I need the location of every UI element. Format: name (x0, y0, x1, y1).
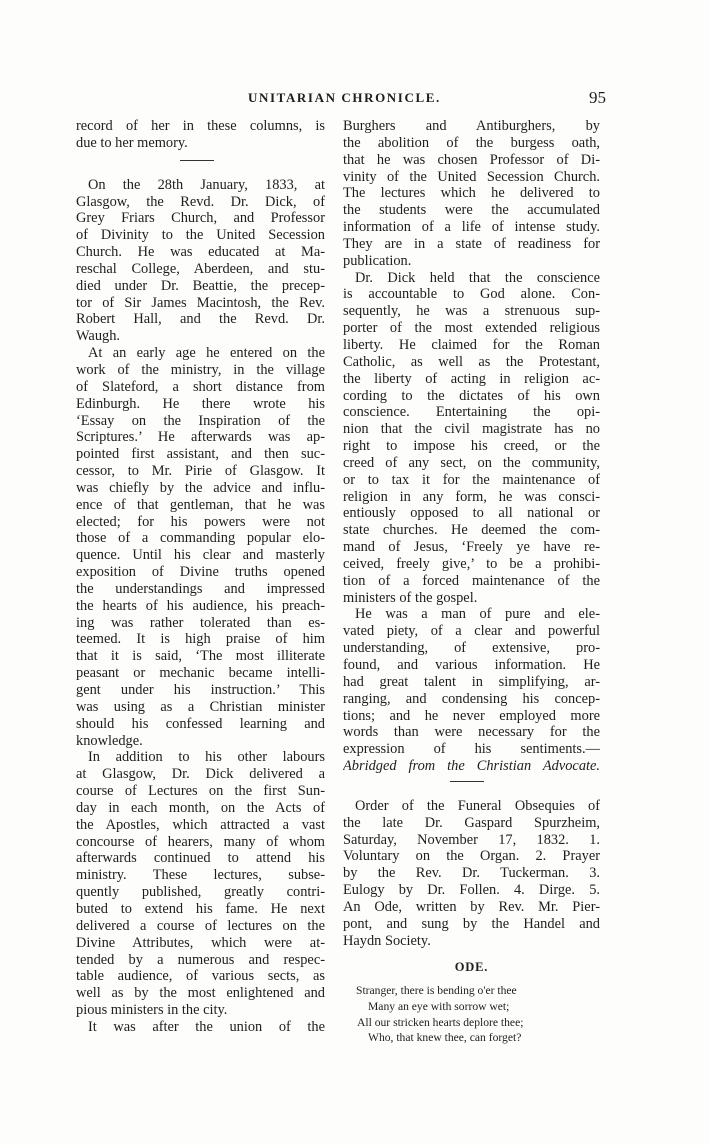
text-line: had great talent in simplifying, ar- (343, 673, 600, 690)
text-line: ranging, and condensing his concep- (343, 690, 600, 707)
text-line: At an early age he entered on the (88, 345, 325, 362)
text-line: ministry. These lectures, subse- (76, 867, 325, 884)
text-line: On the 28th January, 1833, at (88, 176, 325, 193)
text-line: should his confessed learning and (76, 715, 325, 732)
text-line: Saturday, November 17, 1832. 1. (343, 831, 600, 848)
text-line: gent under his instruction.’ This (76, 682, 325, 698)
text-line: course of Lectures on the first Sun- (76, 783, 325, 800)
text-line: by the Rev. Dr. Tuckerman. 3. (343, 865, 600, 882)
text-line: porter of the most extended religious (343, 320, 600, 337)
text-line: work of the ministry, in the village (76, 361, 325, 378)
text-line: tions; and he never employed more (343, 707, 600, 724)
text-line: Divine Attributes, which were at- (76, 934, 325, 951)
text-line: right to impose his creed, or the (343, 438, 600, 455)
text-line: vated piety, of a clear and powerful (343, 623, 600, 640)
text-line: Dr. Dick held that the conscience (355, 269, 600, 286)
text-line: Voluntary on the Organ. 2. Prayer (343, 848, 600, 865)
text-line: ministers of the gospel. (343, 589, 478, 606)
text-line: understanding, of extensive, pro- (343, 640, 600, 657)
text-line: afterwards continued to attend his (76, 850, 325, 867)
text-line: state churches. He deemed the com- (343, 522, 600, 539)
text-line: Church. He was educated at Ma- (76, 244, 325, 261)
text-line: Waugh. (76, 328, 121, 345)
text-line: Edinburgh. He there wrote his (76, 395, 325, 412)
text-line: An Ode, written by Rev. Mr. Pier- (343, 898, 600, 915)
text-line: Robert Hall, and the Revd. Dr. (76, 311, 325, 328)
text-line: or to tax it for the maintenance of (343, 471, 600, 488)
text-line: pointed first assistant, and then suc- (76, 446, 325, 463)
text-line: was using as a Christian minister (76, 698, 325, 715)
ode-title: ODE. (454, 959, 489, 974)
text-line: died under Dr. Beattie, the precep- (76, 277, 325, 294)
text-line: words than were necessary for the (343, 724, 600, 741)
text-line: concourse of hearers, many of whom (76, 833, 325, 850)
text-line: ‘Essay on the Inspiration of the (76, 412, 325, 429)
verse-line: Who, that knew thee, can forget? (368, 1031, 522, 1045)
text-line: well as by the most enlightened and (76, 985, 325, 1002)
text-line: the hearts of his audience, his preach- (76, 597, 325, 614)
text-line: peasant or mechanic became intelli- (76, 665, 325, 682)
text-line: Glasgow, the Revd. Dr. Dick, of (76, 193, 325, 210)
verse-line: Many an eye with sorrow wet; (368, 1000, 510, 1014)
text-line: the late Dr. Gaspard Spurzheim, (343, 814, 600, 831)
source-attribution: Abridged from the Christian Advocate. (343, 758, 600, 775)
text-line: buted to extend his fame. He next (76, 900, 325, 917)
text-line: of Divinity to the United Secession (76, 227, 325, 244)
text-line: ceived, freely give,’ to be a prohibi- (343, 555, 600, 572)
text-line: reschal College, Aberdeen, and stu- (76, 260, 325, 277)
text-line: ence of that gentleman, that he was (76, 496, 325, 513)
text-line: Eulogy by Dr. Follen. 4. Dirge. 5. (343, 882, 600, 899)
text-line: quently published, greatly contri- (76, 884, 325, 901)
text-line: entiously opposed to all national or (343, 505, 600, 522)
text-line: sequently, he was a strenuous sup- (343, 303, 600, 320)
text-line: tor of Sir James Macintosh, the Rev. (76, 294, 325, 311)
text-line: mand of Jesus, ‘Freely ye have re- (343, 539, 600, 556)
text-line: He was a man of pure and ele- (355, 606, 600, 623)
text-line: the understandings and impressed (76, 580, 325, 597)
text-line: knowledge. (76, 732, 143, 749)
text-line: liberty. He claimed for the Roman (343, 336, 600, 353)
text-line: tended by a numerous and respec- (76, 951, 325, 968)
text-line: pont, and sung by the Handel and (343, 915, 600, 932)
running-title: UNITARIAN CHRONICLE. (248, 90, 441, 105)
text-line: They are in a state of readiness for (343, 235, 600, 252)
text-line: ing was rather tolerated than es- (76, 614, 325, 631)
text-line: the students were the accumulated (343, 202, 600, 219)
text-line: those of a commanding popular elo- (76, 530, 325, 547)
text-line: teemed. It is high praise of him (76, 631, 325, 648)
text-line: was chiefly by the advice and influ- (76, 479, 325, 496)
text-line: cessor, to Mr. Pirie of Glasgow. It (76, 463, 325, 480)
text-line: table audience, of various sects, as (76, 968, 325, 985)
text-line: the abolition of the burgess oath, (343, 134, 600, 151)
text-line: expression of his sentiments.— (343, 741, 600, 758)
verse-line: Stranger, there is bending o'er thee (356, 984, 517, 998)
text-line: found, and various information. He (343, 657, 600, 673)
text-line: Grey Friars Church, and Professor (76, 210, 325, 227)
text-line: nion that the civil magistrate has no (343, 421, 600, 438)
text-line: Order of the Funeral Obsequies of (355, 797, 600, 814)
text-line: day in each month, on the Acts of (76, 799, 325, 816)
text-line: that it is said, ‘The most illiterate (76, 648, 325, 665)
text-line: pious ministers in the city. (76, 1002, 228, 1019)
text-line: Haydn Society. (343, 932, 431, 949)
text-line: the Apostles, which attracted a vast (76, 816, 325, 833)
page-header (76, 88, 606, 112)
text-line: at Glasgow, Dr. Dick delivered a (76, 766, 325, 783)
text-line: creed of any sect, on the community, (343, 454, 600, 471)
text-line: tion of a forced maintenance of the (343, 572, 600, 589)
text-line: the liberty of acting in religion ac- (343, 370, 600, 387)
page-number: 95 (589, 88, 606, 107)
text-line: cording to the dictates of his own (343, 387, 600, 404)
text-line: information of a life of intense study. (343, 219, 600, 236)
left-column (76, 118, 325, 1036)
text-line: of Slateford, a short distance from (76, 378, 325, 395)
text-line: exposition of Divine truths opened (76, 564, 325, 581)
text-line: is accountable to God alone. Con- (343, 286, 600, 303)
text-line: Burghers and Antiburghers, by (343, 118, 600, 134)
text-line: Scriptures.’ He afterwards was ap- (76, 429, 325, 446)
text-line: religion in any form, he was consci- (343, 488, 600, 505)
verse-line: All our stricken hearts deplore thee; (357, 1015, 524, 1029)
text-line: quence. Until his clear and masterly (76, 547, 325, 564)
text-line: It was after the union of the (88, 1018, 325, 1035)
text-line: due to her memory. (76, 134, 188, 151)
text-line: The lectures which he delivered to (343, 185, 600, 202)
text-line: vinity of the United Secession Church. (343, 168, 600, 185)
text-line: conscience. Entertaining the opi- (343, 404, 600, 421)
text-line: delivered a course of lectures on the (76, 917, 325, 934)
text-line: Catholic, as well as the Protestant, (343, 353, 600, 370)
right-column (343, 118, 600, 1046)
text-line: In addition to his other labours (88, 749, 325, 766)
text-line: that he was chosen Professor of Di- (343, 151, 600, 168)
text-line: record of her in these columns, is (76, 118, 325, 134)
text-line: elected; for his powers were not (76, 513, 325, 530)
text-line: publication. (343, 252, 412, 269)
